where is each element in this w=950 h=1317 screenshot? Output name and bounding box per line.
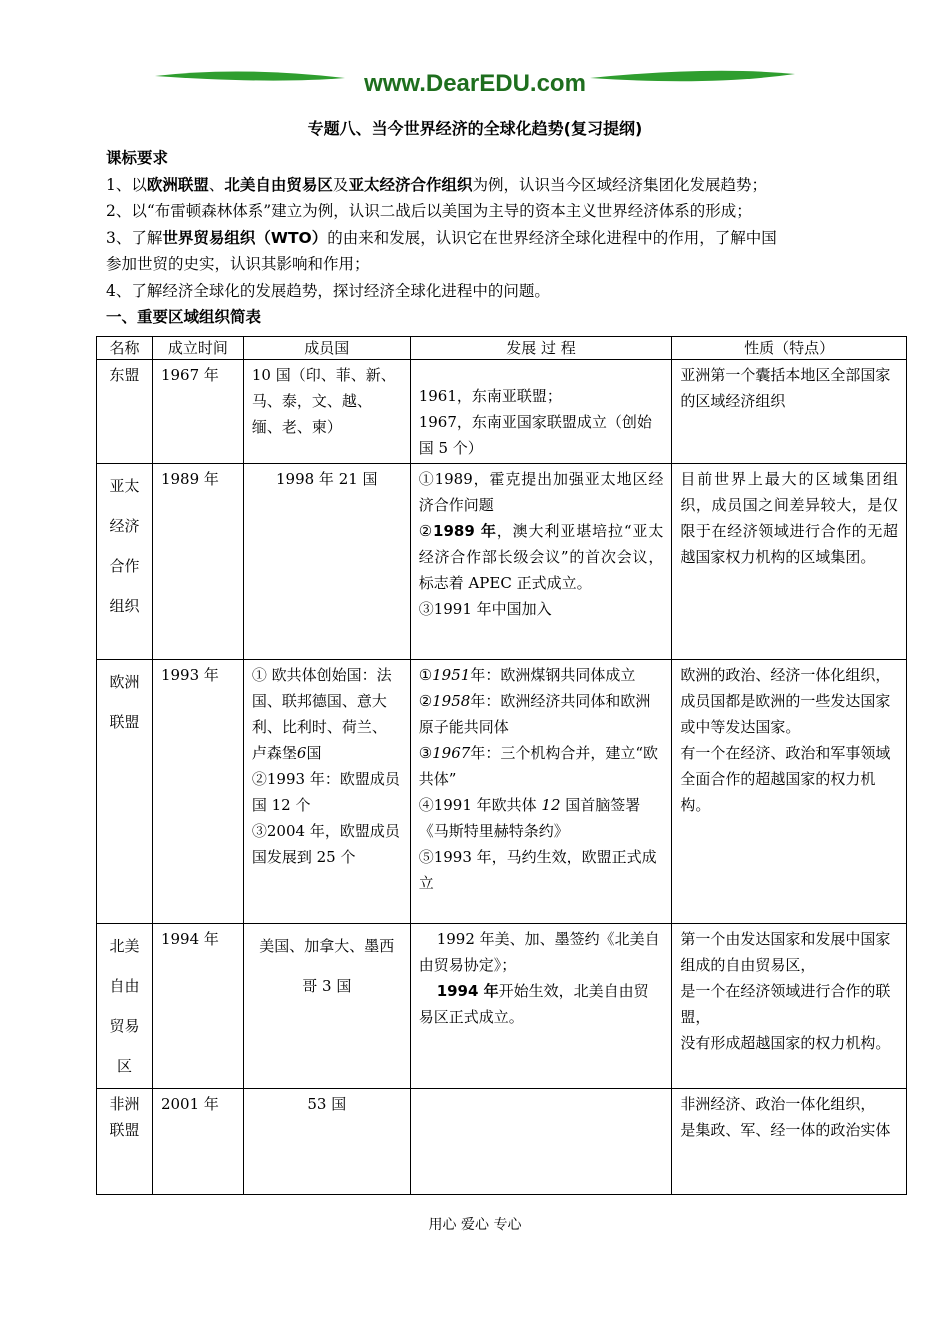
requirement-item-1: 1、以欧洲联盟、北美自由贸易区及亚太经济合作组织为例，认识当今区域经济集团化发展趋势； bbox=[106, 175, 767, 194]
cell-nature: 亚洲第一个囊括本地区全部国家的区域经济组织 bbox=[672, 360, 907, 464]
cell-time: 1993 年 bbox=[152, 660, 243, 924]
cell-members: ① 欧共体创始国：法国、联邦德国、意大利、比利时、荷兰、卢森堡6国 ②1993 年：欧盟成员国 12 个 ③2004 年，欧盟成员国发展到 25 个 bbox=[243, 660, 410, 924]
cell-process bbox=[410, 1089, 672, 1195]
cell-process: ①1951年：欧洲煤钢共同体成立 ②1958年：欧洲经济共同体和欧洲原子能共同体 ③1967年：三个机构合并，建立“欧共体” ④1991 年欧共体 12 国首脑签署《马斯特里赫特条约》 ⑤1993 年，马约生效，欧盟正式成立 bbox=[410, 660, 672, 924]
cell-nature: 第一个由发达国家和发展中国家组成的自由贸易区， 是一个在经济领域进行合作的联盟， 没有形成超越国家的权力机构。 bbox=[672, 924, 907, 1089]
cell-process: 1961，东南亚联盟； 1967，东南亚国家联盟成立（创始国 5 个） bbox=[410, 360, 672, 464]
cell-time: 1967 年 bbox=[152, 360, 243, 464]
cell-members: 53 国 bbox=[243, 1089, 410, 1195]
header-logo bbox=[150, 62, 800, 102]
cell-nature: 目前世界上最大的区域集团组织，成员国之间差异较大，是仅限于在经济领域进行合作的无超越国家权力机构的区域集团。 bbox=[672, 464, 907, 660]
region-org-table bbox=[96, 336, 907, 1195]
cell-name: 东盟 bbox=[97, 360, 153, 464]
table-row-apec bbox=[97, 464, 907, 660]
header-members: 成员国 bbox=[243, 337, 410, 360]
table-header-row bbox=[97, 337, 907, 360]
requirements-heading: 课标要求 bbox=[106, 149, 169, 167]
cell-time: 1989 年 bbox=[152, 464, 243, 660]
page-footer: 用心 爱心 专心 bbox=[428, 1217, 522, 1233]
header-process: 发展 过 程 bbox=[410, 337, 672, 360]
cell-name: 北美 自由 贸易 区 bbox=[97, 924, 153, 1089]
cell-name: 亚太 经济 合作 组织 bbox=[97, 464, 153, 660]
cell-members: 1998 年 21 国 bbox=[243, 464, 410, 660]
cell-name: 欧洲 联盟 bbox=[97, 660, 153, 924]
logo-swoosh-left bbox=[155, 71, 345, 80]
requirements-section bbox=[106, 145, 866, 331]
requirement-item-4: 4、了解经济全球化的发展趋势，探讨经济全球化进程中的问题。 bbox=[106, 281, 550, 300]
cell-nature: 欧洲的政治、经济一体化组织， 成员国都是欧洲的一些发达国家或中等发达国家。 有一个在经济、政治和军事领域全面合作的超越国家的权力机构。 bbox=[672, 660, 907, 924]
header-name: 名称 bbox=[97, 337, 153, 360]
table-row-nafta bbox=[97, 924, 907, 1089]
header-nature: 性质（特点） bbox=[672, 337, 907, 360]
table-row-eu bbox=[97, 660, 907, 924]
page-title: 专题八、当今世界经济的全球化趋势(复习提纲) bbox=[307, 119, 643, 138]
cell-nature: 非洲经济、政治一体化组织， 是集政、军、经一体的政治实体 bbox=[672, 1089, 907, 1195]
requirement-item-3: 3、了解世界贸易组织（WTO）的由来和发展，认识它在世界经济全球化进程中的作用，了解中国 参加世贸的史实，认识其影响和作用； bbox=[106, 228, 777, 273]
logo-text: www.DearEDU.com bbox=[364, 70, 586, 97]
section-heading: 一、重要区域组织简表 bbox=[106, 308, 262, 326]
cell-members: 美国、加拿大、墨西哥 3 国 bbox=[243, 924, 410, 1089]
requirement-item-2: 2、以“布雷顿森林体系”建立为例，认识二战后以美国为主导的资本主义世界经济体系的形成； bbox=[106, 202, 752, 220]
table-row-au bbox=[97, 1089, 907, 1195]
cell-time: 2001 年 bbox=[152, 1089, 243, 1195]
cell-process: ①1989，霍克提出加强亚太地区经济合作问题 ②1989 年，澳大利亚堪培拉“亚太经济合作部长级会议”的首次会议，标志着 APEC 正式成立。 ③1991 年中国加入 bbox=[410, 464, 672, 660]
header-time: 成立时间 bbox=[152, 337, 243, 360]
cell-name: 非洲 联盟 bbox=[97, 1089, 153, 1195]
cell-time: 1994 年 bbox=[152, 924, 243, 1089]
logo-banner bbox=[150, 62, 800, 102]
logo-swoosh-right bbox=[590, 71, 795, 81]
cell-process: 1992 年美、加、墨签约《北美自由贸易协定》； 1994 年开始生效，北美自由贸易区正式成立。 bbox=[410, 924, 672, 1089]
cell-members: 10 国（印、菲、新、马、泰，文、越、缅、老、柬） bbox=[243, 360, 410, 464]
table-row-asean bbox=[97, 360, 907, 464]
